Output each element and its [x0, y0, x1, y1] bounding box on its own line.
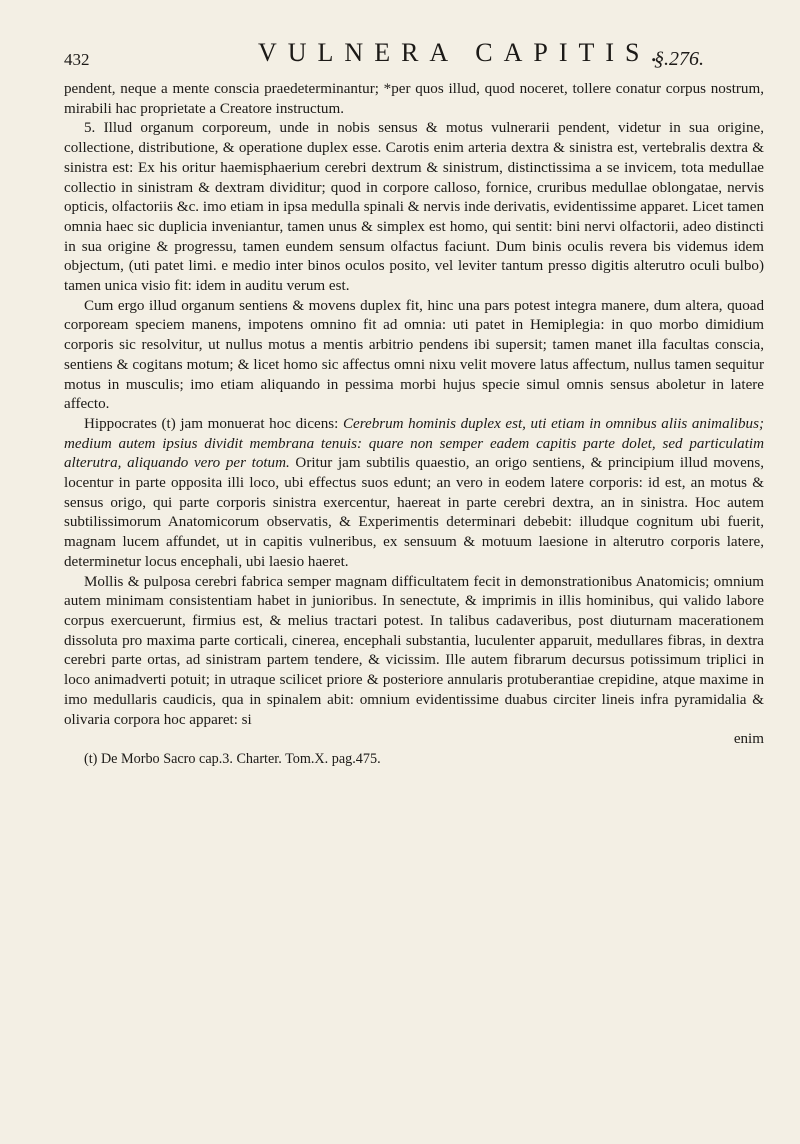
- page-header: [0, 38, 800, 78]
- body-text: [64, 80, 764, 770]
- paragraph: [64, 80, 764, 119]
- text-run: pendent, neque a mente conscia praedeterminantur; *per quos illud, quod noceret, tollere conatur corpus nostrum, mirabili hac proprietate a Creatore instructum.: [64, 81, 764, 117]
- text-run: Cum ergo illud organum sentiens & movens duplex fit, hinc una pars potest integra manere, dum altera, quoad corpoream speciem manens, impotens omnino fit ad omnia: uti patet in Hemiplegia: in quo morbo dimidium corporis sic resolvitur, ut nullus motus a mentis arbitrio pendens ibi supersit; tamen manet illa facultas conscia, sentiens & cogitans motum; & licet homo sic affectus omni nixu velit movere latus affectum, nullus tamen sequitur motus in musculis; imo etiam aliquando in pessima morbi hujus specie simul omnis sensus aboletur in latere affecto.: [64, 297, 764, 413]
- running-title: VULNERA CAPITIS.: [258, 38, 669, 67]
- section-marker: §.276.: [654, 48, 704, 70]
- catchword: enim: [733, 731, 764, 748]
- paragraph: [64, 415, 764, 573]
- paragraph: [64, 119, 764, 296]
- paragraph: [64, 573, 764, 731]
- paragraph: [64, 297, 764, 415]
- hippocrates-quote: Cerebrum hominis duplex est, uti etiam in omnibus aliis animalibus; medium autem ipsius dividit membrana tenuis: quare non semper eadem capitis parte dolet, sed particulatim alterutra, aliquando vero per totum.: [64, 415, 764, 472]
- footnote: (t) De Morbo Sacro cap.3. Charter. Tom.X. pag.475.: [84, 750, 381, 767]
- text-run: Hippocrates (t) jam monuerat hoc dicens:: [84, 415, 343, 432]
- text-run: Oritur jam subtilis quaestio, an origo sentiens, & principium illud movens, locentur in parte opposita illi loco, ubi effectus suos edunt; an vero in eodem latere corporis: id est, an motus & sensus origo, qui parte corporis sinistra exercentur, haereat in parte cerebri dextra, an in sinistra. Hoc autem subtilissimorum Anatomicorum observatis, & Experimentis determinari debebit: illudque cognitum ubi fuerit, magnam lucem affundet, ut in capitis vulneribus, ex sensuum & motuum laesione in alterutro corporis latere, determinetur locus encephali, ubi laesio haeret.: [64, 455, 764, 570]
- text-run: Mollis & pulposa cerebri fabrica semper magnam difficultatem fecit in demonstrationibus Anatomicis; omnium autem minimam consistentiam habet in junioribus. In senectute, & imprimis in illis hominibus, qui valido labore corpus exercuerunt, firmius est, & melius tractari potest. In talibus cadaveribus, post diuturnam macerationem dissoluta pro maxima parte corticali, cinerea, encephali substantia, luculenter apparuit, medullares fibras, in dextra cerebri parte ortas, ad sinistram partem tendere, & vicissim. Ille autem fibrarum decursus potissimum triplici in loco animadverti potuit; in utraque scilicet priore & posteriore annularis protuberantiae crepidine, atque maxime in imo medullaris caudicis, qua in spinalem abit: omnium evidentissime duabus circiter lineis infra pyramidalia & olivaria corpora hoc apparet: si: [64, 573, 764, 728]
- page-number: 432: [64, 50, 90, 69]
- text-run: 5. Illud organum corporeum, unde in nobis sensus & motus vulnerarii pendent, videtur in sua origine, collectione, distributione, & operatione duplex esse. Carotis enim arteria dextra & sinistra est, vertebralis dextra & sinistra est: Ex his oritur haemisphaerium cerebri dextrum & sinistrum, distinctissima a se invicem, tota medullae collectio in sinistram & dextram dividitur; quod in corpore calloso, fornice, cruribus medullae oblongatae, nervis opticis, olfactoriis &c. imo etiam in ipsa medulla spinali & nervis inde derivatis, evidentissime apparet. Licet tamen omnia haec sic duplicia inveniantur, tamen unus & simplex est homo, qui sentit: bini nervi olfactorii, adeo distincti in sua origine & progressu, tamen eundem sensum olfactus faciunt. Dum binis oculis revera bis videmus idem objectum, (uti patet limi. e medio inter binos oculos posito, vel leviter tantum presso digitis alterutro oculi bulbo) tamen unica visio fit: idem in auditu verum est.: [64, 120, 764, 295]
